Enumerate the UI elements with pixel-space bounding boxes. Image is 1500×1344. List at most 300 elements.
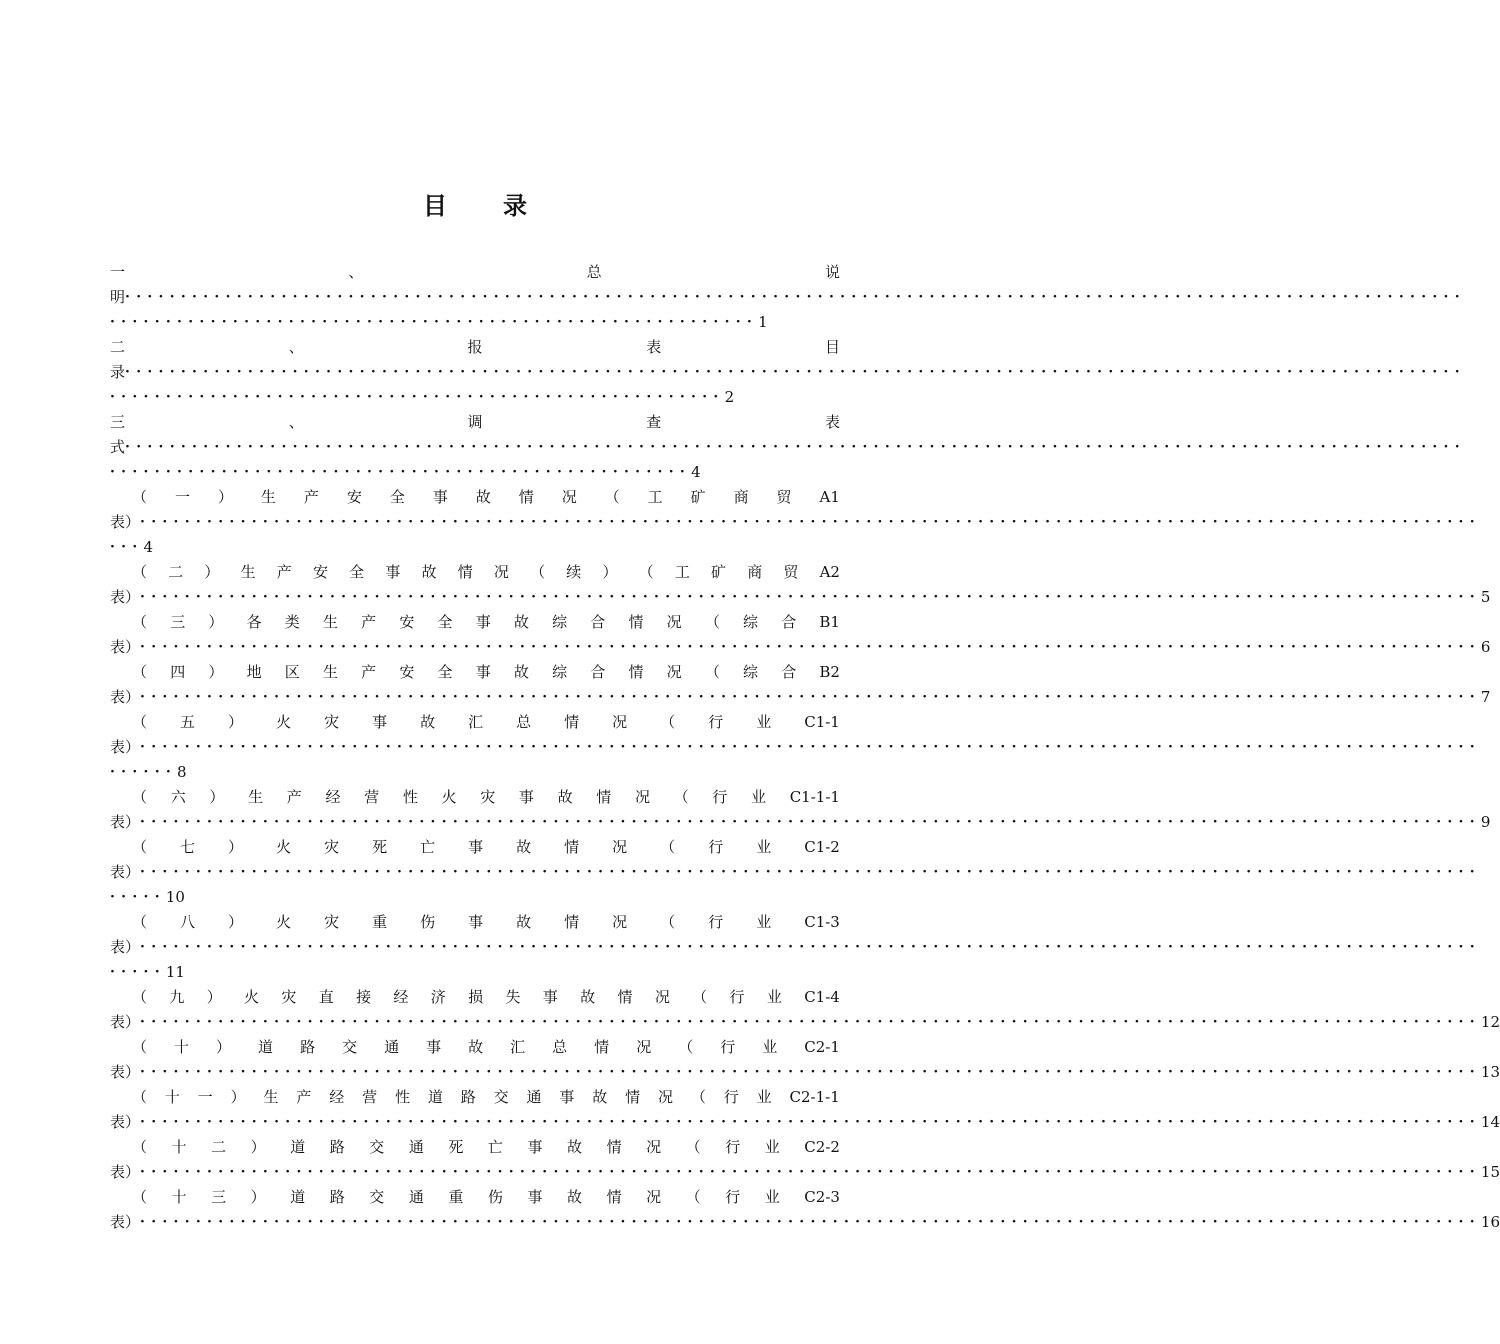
toc-heading-char: 行 bbox=[725, 1188, 741, 1206]
toc-heading-char: 业 bbox=[764, 1138, 780, 1156]
toc-heading-char: 一 bbox=[197, 1088, 213, 1106]
toc-heading-char: 况 bbox=[612, 713, 628, 731]
toc-entry-heading bbox=[110, 610, 840, 635]
toc-heading-char: （ bbox=[132, 1088, 148, 1106]
toc-heading-char: ） bbox=[204, 563, 220, 581]
toc-heading-char: 路 bbox=[300, 1038, 316, 1056]
toc-heading-char: 产 bbox=[361, 613, 377, 631]
toc-heading-char: 火 bbox=[441, 788, 457, 806]
toc-heading-char: （ bbox=[685, 1188, 701, 1206]
toc-heading-char: （ bbox=[704, 613, 720, 631]
toc-heading-char: 商 bbox=[733, 488, 749, 506]
toc-entry-leader-wrap bbox=[110, 310, 840, 335]
toc-entry-leader bbox=[110, 585, 1491, 610]
toc-heading-char: 路 bbox=[329, 1138, 345, 1156]
toc-heading-char: 合 bbox=[590, 613, 606, 631]
toc-heading-char: 事 bbox=[542, 988, 558, 1006]
toc-heading-char: 事 bbox=[468, 838, 484, 856]
toc-entry[interactable] bbox=[110, 1035, 1500, 1085]
toc-entry-leader bbox=[110, 860, 1481, 885]
toc-heading-char: ） bbox=[217, 488, 233, 506]
toc-entry-continuation: 表） bbox=[110, 938, 141, 956]
toc-heading-char: 灾 bbox=[324, 838, 340, 856]
toc-entry-continuation: 表） bbox=[110, 513, 141, 531]
toc-page-number: 5 bbox=[1480, 588, 1491, 606]
title-char-1: 目 bbox=[423, 192, 447, 220]
toc-heading-char: ） bbox=[216, 1038, 232, 1056]
toc-heading-char: 工 bbox=[647, 488, 663, 506]
toc-entry[interactable] bbox=[110, 785, 1491, 835]
title-char-2: 录 bbox=[503, 192, 527, 220]
toc-entry-leader-wrap bbox=[110, 385, 840, 410]
toc-heading-char: 情 bbox=[518, 488, 534, 506]
toc-page-number: 1 bbox=[758, 313, 768, 331]
toc-entry-leader-wrap bbox=[110, 960, 840, 985]
toc-entry[interactable] bbox=[110, 610, 1491, 660]
toc-heading-char: 故 bbox=[468, 1038, 484, 1056]
toc-entry-continuation: 表） bbox=[110, 688, 141, 706]
toc-heading-char: 情 bbox=[606, 1188, 622, 1206]
toc-heading-char: C1-4 bbox=[804, 988, 840, 1006]
toc-heading-char: 况 bbox=[658, 1088, 674, 1106]
toc-page-number: 12 bbox=[1480, 1013, 1500, 1031]
toc-entry-heading bbox=[110, 1135, 840, 1160]
toc-heading-char: 况 bbox=[666, 663, 682, 681]
toc-heading-char: 四 bbox=[170, 663, 186, 681]
toc-heading-char: 损 bbox=[468, 988, 484, 1006]
toc-heading-char: 营 bbox=[362, 1088, 378, 1106]
toc-heading-char: 地 bbox=[246, 663, 262, 681]
toc-heading-char: 况 bbox=[612, 838, 628, 856]
toc-heading-char: 直 bbox=[318, 988, 334, 1006]
toc-heading-char: 行 bbox=[708, 838, 724, 856]
toc-page-number: 15 bbox=[1480, 1163, 1500, 1181]
toc-heading-char: 事 bbox=[468, 913, 484, 931]
toc-heading-char: （ bbox=[692, 988, 708, 1006]
toc-heading-char: 况 bbox=[612, 913, 628, 931]
toc-entry[interactable] bbox=[110, 410, 1466, 485]
toc-heading-char: 情 bbox=[625, 1088, 641, 1106]
toc-heading-char: 产 bbox=[303, 488, 319, 506]
toc-heading-char: 事 bbox=[475, 663, 491, 681]
toc-heading-char: 况 bbox=[654, 988, 670, 1006]
toc-heading-char: 续 bbox=[566, 563, 582, 581]
toc-heading-char: 事 bbox=[527, 1188, 543, 1206]
toc-heading-char: 接 bbox=[356, 988, 372, 1006]
toc-heading-char: 矿 bbox=[711, 563, 727, 581]
toc-heading-char: ） bbox=[230, 1088, 246, 1106]
toc-entry-leader bbox=[110, 635, 1491, 660]
toc-heading-char: C1-1-1 bbox=[789, 788, 840, 806]
toc-heading-char: 行 bbox=[708, 713, 724, 731]
toc-heading-char: 各 bbox=[246, 613, 262, 631]
dot-leader: ························································································································ bbox=[140, 739, 1481, 755]
toc-heading-char: 行 bbox=[708, 913, 724, 931]
dot-leader: ························································································································ bbox=[125, 289, 1466, 305]
toc-heading-char: 伤 bbox=[487, 1188, 503, 1206]
toc-heading-char: 交 bbox=[369, 1188, 385, 1206]
toc-heading-char: 通 bbox=[384, 1038, 400, 1056]
toc-heading-char: 产 bbox=[286, 788, 302, 806]
toc-heading-char: （ bbox=[673, 788, 689, 806]
toc-heading-char: 况 bbox=[636, 1038, 652, 1056]
toc-entry[interactable] bbox=[110, 710, 1481, 785]
toc-heading-char: 灾 bbox=[281, 988, 297, 1006]
toc-entry[interactable] bbox=[110, 260, 1466, 335]
toc-entry-continuation: 表） bbox=[110, 588, 141, 606]
dot-leader: ··· bbox=[110, 539, 144, 555]
dot-leader: ························································································································ bbox=[140, 589, 1481, 605]
toc-heading-char: 二 bbox=[211, 1138, 227, 1156]
toc-heading-char: 经 bbox=[393, 988, 409, 1006]
toc-heading-char: 安 bbox=[346, 488, 362, 506]
toc-heading-char: 道 bbox=[427, 1088, 443, 1106]
toc-heading-char: 故 bbox=[420, 713, 436, 731]
toc-heading-char: 道 bbox=[290, 1188, 306, 1206]
toc-heading-char: 灾 bbox=[324, 913, 340, 931]
toc-heading-char: （ bbox=[132, 988, 148, 1006]
toc-heading-char: 业 bbox=[766, 988, 782, 1006]
toc-entry-leader bbox=[110, 1060, 1500, 1085]
toc-heading-char: （ bbox=[132, 1138, 148, 1156]
toc-heading-char: （ bbox=[132, 1038, 148, 1056]
toc-heading-char: 二 bbox=[168, 563, 184, 581]
toc-heading-char: 重 bbox=[372, 913, 388, 931]
toc-entry-continuation: 表） bbox=[110, 1113, 141, 1131]
toc-heading-char: 死 bbox=[372, 838, 388, 856]
toc-heading-char: 九 bbox=[169, 988, 185, 1006]
toc-heading-char: 况 bbox=[634, 788, 650, 806]
toc-entry[interactable] bbox=[110, 835, 1481, 910]
toc-entry-heading bbox=[110, 985, 840, 1010]
toc-entry-continuation: 表） bbox=[110, 1163, 141, 1181]
toc-heading-char: 情 bbox=[628, 613, 644, 631]
toc-heading-char: 全 bbox=[437, 613, 453, 631]
toc-entry-continuation: 录 bbox=[110, 363, 126, 381]
toc-heading-char: 事 bbox=[475, 613, 491, 631]
toc-entry-heading bbox=[110, 710, 840, 735]
toc-heading-char: 业 bbox=[762, 1038, 778, 1056]
toc-heading-char: C2-3 bbox=[804, 1188, 840, 1206]
toc-heading-char: ） bbox=[208, 663, 224, 681]
toc-heading-char: 业 bbox=[764, 1188, 780, 1206]
dot-leader: ························································································································ bbox=[140, 1014, 1481, 1030]
toc-entry-heading bbox=[110, 1035, 840, 1060]
dot-leader: ······················································· bbox=[110, 389, 725, 405]
toc-entry-continuation: 表） bbox=[110, 638, 141, 656]
toc-heading-char: 情 bbox=[606, 1138, 622, 1156]
toc-entry-heading bbox=[110, 1085, 840, 1110]
toc-page-number: 10 bbox=[165, 888, 185, 906]
toc-heading-char: 总 bbox=[552, 1038, 568, 1056]
toc-heading-char: 经 bbox=[329, 1088, 345, 1106]
toc-heading-char: 合 bbox=[781, 663, 797, 681]
toc-entry-heading bbox=[110, 1185, 840, 1210]
toc-heading-char: 情 bbox=[594, 1038, 610, 1056]
toc-heading-char: 业 bbox=[756, 913, 772, 931]
dot-leader: ···················································· bbox=[110, 464, 692, 480]
toc-heading-char: ） bbox=[208, 613, 224, 631]
toc-heading-char: 故 bbox=[592, 1088, 608, 1106]
toc-entry-leader bbox=[110, 1210, 1500, 1235]
toc-heading-char: ） bbox=[228, 913, 244, 931]
toc-entry-leader bbox=[110, 1160, 1500, 1185]
dot-leader: ························································································································ bbox=[140, 939, 1481, 955]
toc-entry[interactable] bbox=[110, 1085, 1500, 1135]
toc-heading-char: （ bbox=[704, 663, 720, 681]
toc-page-number: 14 bbox=[1480, 1113, 1500, 1131]
toc-heading-char: 生 bbox=[263, 1088, 279, 1106]
toc-heading-char: 产 bbox=[276, 563, 292, 581]
toc-entry-leader bbox=[110, 735, 1481, 760]
toc-heading-char: （ bbox=[660, 713, 676, 731]
toc-heading-char: （ bbox=[685, 1138, 701, 1156]
toc-heading-char: ） bbox=[602, 563, 618, 581]
toc-entry-continuation: 表） bbox=[110, 1013, 141, 1031]
toc-heading-char: 情 bbox=[564, 838, 580, 856]
toc-page-number: 2 bbox=[724, 388, 735, 406]
toc-entry-leader bbox=[110, 1110, 1500, 1135]
toc-entry-leader bbox=[110, 810, 1491, 835]
toc-page-number: 11 bbox=[165, 963, 185, 981]
toc-heading-char: C2-2 bbox=[804, 1138, 840, 1156]
toc-heading-char: 全 bbox=[437, 663, 453, 681]
toc-heading-char: 行 bbox=[723, 1088, 739, 1106]
dot-leader: ····· bbox=[110, 889, 166, 905]
toc-heading-char: 三 bbox=[211, 1188, 227, 1206]
toc-heading-char: 生 bbox=[322, 613, 338, 631]
toc-entry-heading bbox=[110, 660, 840, 685]
toc-heading-char: 情 bbox=[628, 663, 644, 681]
dot-leader: ························································································································ bbox=[140, 1064, 1481, 1080]
toc-entry-heading bbox=[110, 260, 840, 285]
toc-entry[interactable] bbox=[110, 1185, 1500, 1235]
toc-heading-char: （ bbox=[660, 838, 676, 856]
toc-heading-char: 安 bbox=[399, 613, 415, 631]
toc-entry-heading bbox=[110, 785, 840, 810]
table-of-contents bbox=[110, 260, 1500, 1235]
toc-heading-char: 通 bbox=[408, 1188, 424, 1206]
toc-heading-char: C1-2 bbox=[804, 838, 840, 856]
toc-heading-char: 济 bbox=[430, 988, 446, 1006]
toc-heading-char: 报 bbox=[467, 338, 483, 356]
toc-entry[interactable] bbox=[110, 560, 1491, 610]
toc-heading-char: 汇 bbox=[510, 1038, 526, 1056]
toc-heading-char: ） bbox=[228, 713, 244, 731]
toc-heading-char: 路 bbox=[460, 1088, 476, 1106]
toc-heading-char: （ bbox=[132, 663, 148, 681]
toc-heading-char: 性 bbox=[402, 788, 418, 806]
toc-heading-char: （ bbox=[132, 788, 148, 806]
toc-entry-continuation: 式 bbox=[110, 438, 126, 456]
toc-heading-char: C2-1 bbox=[804, 1038, 840, 1056]
dot-leader: ····· bbox=[110, 964, 166, 980]
toc-heading-char: 情 bbox=[564, 713, 580, 731]
toc-heading-char: 死 bbox=[448, 1138, 464, 1156]
toc-heading-char: 全 bbox=[349, 563, 365, 581]
toc-heading-char: 六 bbox=[170, 788, 186, 806]
toc-heading-char: 事 bbox=[432, 488, 448, 506]
toc-entry[interactable] bbox=[110, 335, 1466, 410]
toc-heading-char: 事 bbox=[426, 1038, 442, 1056]
toc-heading-char: （ bbox=[638, 563, 654, 581]
toc-heading-char: 情 bbox=[617, 988, 633, 1006]
toc-heading-char: 生 bbox=[322, 663, 338, 681]
toc-heading-char: 查 bbox=[646, 413, 662, 431]
dot-leader: ························································································································ bbox=[140, 864, 1481, 880]
toc-entry[interactable] bbox=[110, 485, 1481, 560]
toc-heading-char: 、 bbox=[288, 413, 304, 431]
toc-heading-char: 故 bbox=[513, 613, 529, 631]
toc-heading-char: 五 bbox=[180, 713, 196, 731]
toc-heading-char: 故 bbox=[516, 913, 532, 931]
toc-entry-continuation: 表） bbox=[110, 1213, 141, 1231]
toc-heading-char: 情 bbox=[457, 563, 473, 581]
toc-heading-char: 故 bbox=[513, 663, 529, 681]
dot-leader: ························································································································ bbox=[140, 1114, 1481, 1130]
toc-heading-char: B2 bbox=[819, 663, 840, 681]
dot-leader: ························································································································ bbox=[140, 1214, 1481, 1230]
toc-entry-leader bbox=[110, 360, 1466, 385]
toc-heading-char: 亡 bbox=[487, 1138, 503, 1156]
toc-heading-char: 事 bbox=[385, 563, 401, 581]
toc-heading-char: 综 bbox=[743, 663, 759, 681]
toc-heading-char: 伤 bbox=[420, 913, 436, 931]
toc-heading-char: 综 bbox=[552, 663, 568, 681]
toc-heading-char: 况 bbox=[493, 563, 509, 581]
toc-entry-heading bbox=[110, 410, 840, 435]
toc-heading-char: 一 bbox=[110, 263, 126, 281]
toc-entry[interactable] bbox=[110, 660, 1491, 710]
toc-heading-char: （ bbox=[604, 488, 620, 506]
toc-heading-char: 况 bbox=[666, 613, 682, 631]
toc-heading-char: 表 bbox=[646, 338, 662, 356]
toc-heading-char: 火 bbox=[244, 988, 260, 1006]
toc-heading-char: 失 bbox=[505, 988, 521, 1006]
toc-heading-char: ） bbox=[250, 1188, 266, 1206]
toc-heading-char: 火 bbox=[276, 713, 292, 731]
toc-entry-continuation: 明 bbox=[110, 288, 126, 306]
toc-heading-char: 行 bbox=[720, 1038, 736, 1056]
toc-page-number: 7 bbox=[1480, 688, 1491, 706]
toc-heading-char: 、 bbox=[288, 338, 304, 356]
dot-leader: ·························································· bbox=[110, 314, 759, 330]
toc-entry-leader bbox=[110, 510, 1481, 535]
toc-heading-char: 故 bbox=[580, 988, 596, 1006]
toc-heading-char: 二 bbox=[110, 338, 126, 356]
toc-heading-char: （ bbox=[660, 913, 676, 931]
toc-heading-char: 目 bbox=[824, 338, 840, 356]
toc-entry-heading bbox=[110, 910, 840, 935]
toc-heading-char: 故 bbox=[475, 488, 491, 506]
toc-entry-leader bbox=[110, 285, 1466, 310]
toc-heading-char: 贸 bbox=[776, 488, 792, 506]
toc-entry-leader bbox=[110, 685, 1491, 710]
toc-entry-leader-wrap bbox=[110, 535, 840, 560]
toc-entry-leader bbox=[110, 435, 1466, 460]
toc-heading-char: C1-1 bbox=[804, 713, 840, 731]
toc-entry-leader-wrap bbox=[110, 460, 840, 485]
toc-heading-char: 商 bbox=[747, 563, 763, 581]
toc-entry[interactable] bbox=[110, 985, 1500, 1035]
toc-heading-char: 产 bbox=[296, 1088, 312, 1106]
toc-entry-leader bbox=[110, 1010, 1500, 1035]
toc-heading-char: 区 bbox=[284, 663, 300, 681]
toc-heading-char: B1 bbox=[819, 613, 840, 631]
dot-leader: ························································································································ bbox=[140, 639, 1481, 655]
toc-heading-char: ） bbox=[209, 788, 225, 806]
toc-entry[interactable] bbox=[110, 910, 1481, 985]
toc-heading-char: 安 bbox=[399, 663, 415, 681]
toc-heading-char: 灾 bbox=[480, 788, 496, 806]
toc-heading-char: 总 bbox=[586, 263, 602, 281]
toc-heading-char: 交 bbox=[342, 1038, 358, 1056]
toc-heading-char: （ bbox=[132, 713, 148, 731]
toc-page-number: 4 bbox=[143, 538, 154, 556]
toc-page-number: 13 bbox=[1480, 1063, 1500, 1081]
toc-heading-char: 合 bbox=[590, 663, 606, 681]
toc-heading-char: 事 bbox=[527, 1138, 543, 1156]
toc-entry-heading bbox=[110, 835, 840, 860]
toc-heading-char: 生 bbox=[260, 488, 276, 506]
toc-entry-continuation: 表） bbox=[110, 1063, 141, 1081]
toc-heading-char: （ bbox=[530, 563, 546, 581]
toc-page-number: 8 bbox=[177, 763, 187, 781]
toc-heading-char: 故 bbox=[516, 838, 532, 856]
toc-heading-char: 贸 bbox=[783, 563, 799, 581]
toc-heading-char: 十 bbox=[171, 1188, 187, 1206]
toc-heading-char: 事 bbox=[518, 788, 534, 806]
toc-heading-char: 业 bbox=[756, 713, 772, 731]
dot-leader: ························································································································ bbox=[140, 689, 1481, 705]
dot-leader: ······ bbox=[110, 764, 178, 780]
toc-entry[interactable] bbox=[110, 1135, 1500, 1185]
toc-entry-heading bbox=[110, 485, 840, 510]
toc-heading-char: 七 bbox=[180, 838, 196, 856]
toc-heading-char: （ bbox=[690, 1088, 706, 1106]
toc-heading-char: 情 bbox=[596, 788, 612, 806]
toc-heading-char: 况 bbox=[646, 1188, 662, 1206]
toc-heading-char: （ bbox=[132, 488, 148, 506]
toc-heading-char: 行 bbox=[712, 788, 728, 806]
toc-heading-char: C1-3 bbox=[804, 913, 840, 931]
toc-heading-char: 总 bbox=[516, 713, 532, 731]
dot-leader: ························································································································ bbox=[125, 364, 1466, 380]
toc-page-number: 9 bbox=[1480, 813, 1491, 831]
toc-heading-char: 、 bbox=[348, 263, 364, 281]
toc-heading-char: 生 bbox=[248, 788, 264, 806]
toc-entry-continuation: 表） bbox=[110, 863, 141, 881]
toc-heading-char: 重 bbox=[448, 1188, 464, 1206]
toc-heading-char: 故 bbox=[421, 563, 437, 581]
toc-heading-char: 经 bbox=[325, 788, 341, 806]
toc-heading-char: 亡 bbox=[420, 838, 436, 856]
dot-leader: ························································································································ bbox=[125, 439, 1466, 455]
dot-leader: ························································································································ bbox=[140, 514, 1481, 530]
toc-entry-heading bbox=[110, 335, 840, 360]
toc-heading-char: 通 bbox=[408, 1138, 424, 1156]
toc-heading-char: 情 bbox=[564, 913, 580, 931]
dot-leader: ························································································································ bbox=[140, 1164, 1481, 1180]
toc-heading-char: （ bbox=[132, 913, 148, 931]
toc-heading-char: 安 bbox=[312, 563, 328, 581]
toc-heading-char: 通 bbox=[526, 1088, 542, 1106]
toc-heading-char: （ bbox=[132, 1188, 148, 1206]
toc-heading-char: （ bbox=[678, 1038, 694, 1056]
toc-heading-char: 说 bbox=[824, 263, 840, 281]
toc-page-number: 4 bbox=[691, 463, 701, 481]
toc-heading-char: 全 bbox=[389, 488, 405, 506]
